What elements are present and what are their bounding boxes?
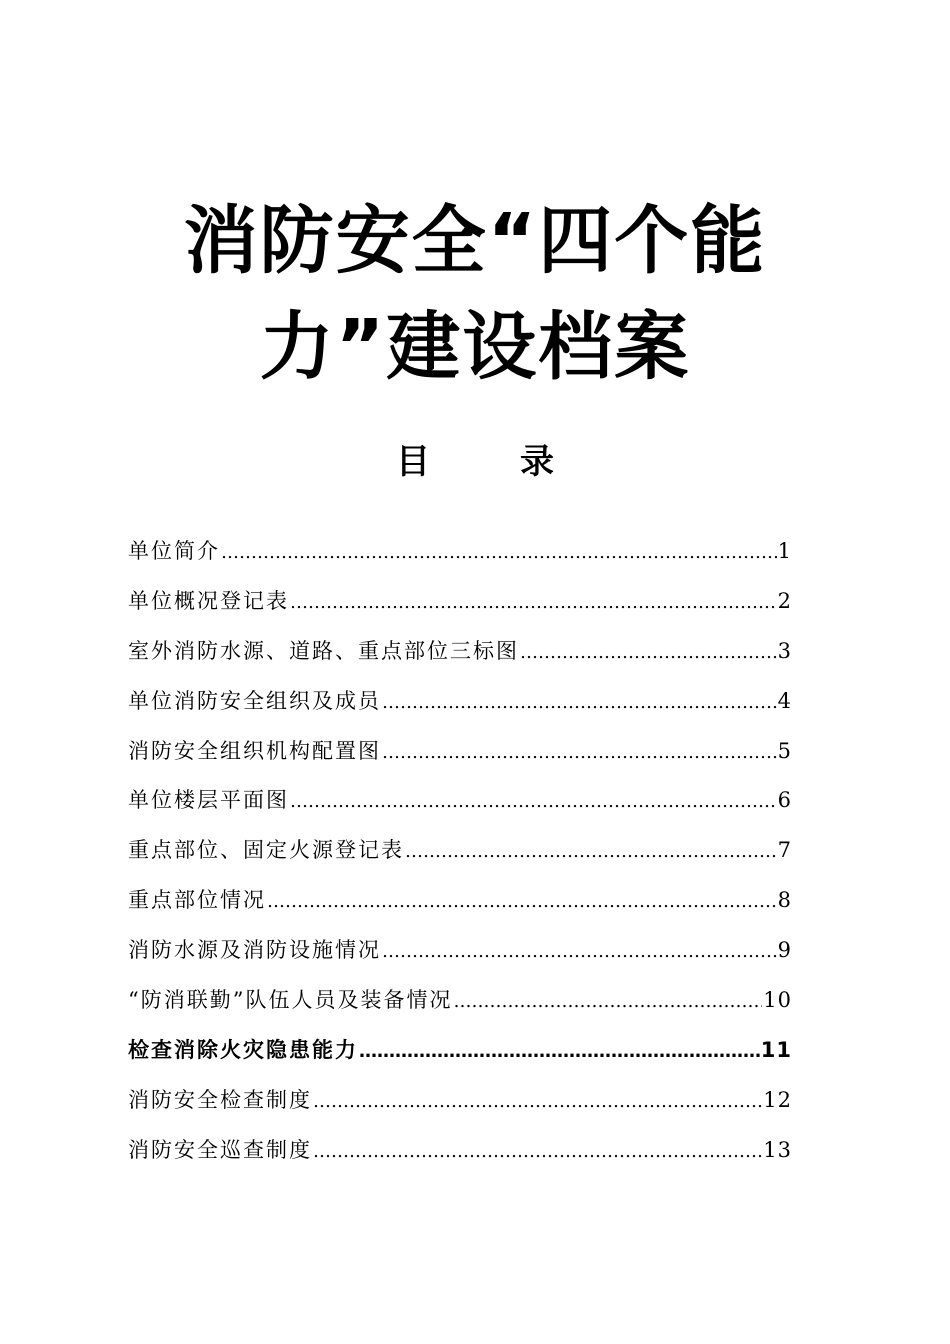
- toc-entry-page-number: 13: [763, 1137, 792, 1162]
- toc-entry-label: 消防水源及消防设施情况: [128, 938, 381, 963]
- toc-entry-leader-dots: [382, 742, 777, 763]
- toc-entry-label: 消防安全检查制度: [128, 1087, 312, 1112]
- toc-entry-leader-dots: [313, 1091, 762, 1112]
- toc-entry[interactable]: [128, 1034, 792, 1084]
- toc-entry-page-number: 5: [777, 738, 792, 763]
- toc-entry[interactable]: [128, 784, 792, 834]
- toc-entry-leader-dots: [405, 841, 777, 862]
- toc-entry-page-number: 4: [777, 688, 792, 713]
- toc-entry-leader-dots: [313, 1141, 762, 1162]
- toc-entry[interactable]: [128, 535, 792, 585]
- toc-entry-page-number: 10: [763, 988, 792, 1013]
- toc-entry-page-number: 9: [777, 938, 792, 963]
- toc-entry-leader-dots: [382, 692, 777, 713]
- toc-entry-page-number: 1: [777, 539, 792, 563]
- toc-entry-label: 重点部位情况: [128, 888, 266, 913]
- toc-entry[interactable]: [128, 934, 792, 984]
- toc-entry[interactable]: [128, 884, 792, 934]
- toc-entry-label: “防消联勤”队伍人员及装备情况: [128, 988, 453, 1013]
- toc-entry[interactable]: [128, 735, 792, 785]
- toc-entry-leader-dots: [221, 542, 777, 563]
- title-line-1: 消防安全“四个能: [183, 198, 767, 284]
- table-of-contents: [128, 535, 792, 1184]
- toc-entry-page-number: 6: [777, 788, 792, 813]
- toc-entry-label: 室外消防水源、道路、重点部位三标图: [128, 638, 519, 663]
- toc-entry-leader-dots: [290, 791, 777, 812]
- toc-entry[interactable]: [128, 635, 792, 685]
- toc-entry-label: 检查消除火灾隐患能力: [128, 1037, 358, 1062]
- toc-entry-leader-dots: [453, 991, 762, 1012]
- toc-heading: [0, 440, 950, 484]
- toc-entry-label: 重点部位、固定火源登记表: [128, 838, 404, 863]
- toc-entry-label: 单位消防安全组织及成员: [128, 688, 381, 713]
- toc-entry-page-number: 2: [777, 588, 792, 613]
- toc-entry-label: 消防安全巡查制度: [128, 1137, 312, 1162]
- toc-entry-page-number: 8: [777, 888, 792, 913]
- toc-entry[interactable]: [128, 685, 792, 735]
- toc-entry-leader-dots: [359, 1041, 760, 1062]
- title-line-2: 力”建设档案: [259, 304, 691, 390]
- document-title: [150, 188, 800, 400]
- toc-entry[interactable]: [128, 834, 792, 884]
- toc-entry[interactable]: [128, 984, 792, 1034]
- toc-entry-leader-dots: [267, 891, 777, 912]
- toc-entry-leader-dots: [382, 941, 777, 962]
- toc-entry-page-number: 12: [763, 1087, 792, 1112]
- toc-entry[interactable]: [128, 1084, 792, 1134]
- toc-entry-label: 单位楼层平面图: [128, 788, 289, 813]
- toc-heading-char-1: 目: [396, 442, 430, 482]
- toc-entry[interactable]: [128, 1134, 792, 1184]
- toc-entry-label: 单位概况登记表: [128, 588, 289, 613]
- toc-entry-label: 消防安全组织机构配置图: [128, 738, 381, 763]
- toc-entry-leader-dots: [520, 642, 777, 663]
- toc-entry-page-number: 7: [777, 838, 792, 863]
- toc-entry-label: 单位简介: [128, 539, 220, 563]
- toc-heading-char-2: 录: [520, 442, 554, 482]
- toc-entry-leader-dots: [290, 592, 777, 613]
- toc-entry-page-number: 11: [760, 1037, 792, 1062]
- toc-entry-page-number: 3: [777, 638, 792, 663]
- toc-entry[interactable]: [128, 585, 792, 635]
